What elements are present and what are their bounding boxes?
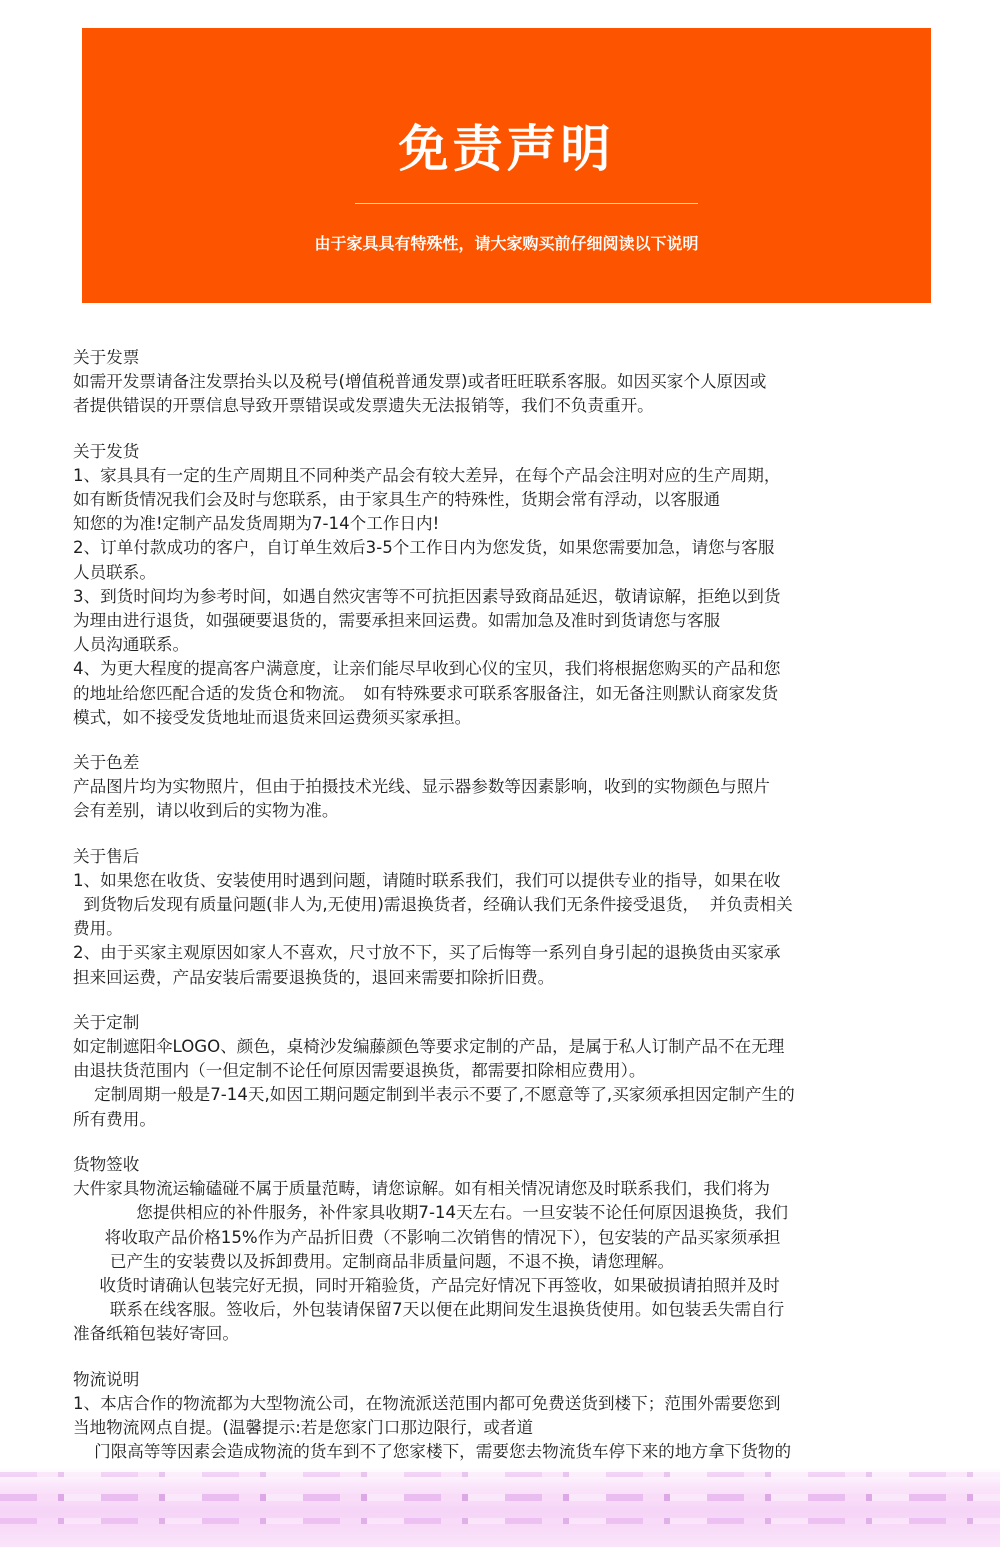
paragraph-line: 您提供相应的补件服务，补件家具收期7-14天左右。一旦安装不论任何原因退换货，我们 [73,1203,788,1223]
paragraph-line: 2、订单付款成功的客户，自订单生效后3-5个工作日内为您发货，如果您需要加急，请您与客服 [73,538,775,558]
section-title: 关于售后 [73,846,140,866]
paragraph-line: 1、如果您在收货、安装使用时遇到问题，请随时联系我们，我们可以提供专业的指导，如果在收 [73,870,781,890]
paragraph-line: 者提供错误的开票信息导致开票错误或发票遗失无法报销等，我们不负责重开。 [73,396,654,416]
paragraph-line: 1、本店合作的物流都为大型物流公司，在物流派送范围内都可免费送货到楼下；范围外需要您到 [73,1393,781,1413]
paragraph-line: 模式，如不接受发货地址而退货来回运费须买家承担。 [73,707,472,727]
paragraph-line: 大件家具物流运输磕碰不属于质量范畴，请您谅解。如有相关情况请您及时联系我们，我们将为 [73,1179,770,1199]
paragraph-line: 4、为更大程度的提高客户满意度，让亲们能尽早收到心仪的宝贝，我们将根据您购买的产品和您 [73,659,781,679]
section [73,440,945,730]
paragraph-line: 将收取产品价格15%作为产品折旧费（不影响二次销售的情况下），包安装的产品买家须承担 [73,1227,781,1247]
section-title: 关于定制 [73,1012,140,1032]
paragraph-line: 准备纸箱包装好寄回。 [73,1324,239,1344]
artifact-stripe [0,1494,1000,1501]
paragraph-line: 1、家具具有一定的生产周期且不同种类产品会有较大差异，在每个产品会注明对应的生产周期， [73,465,781,485]
paragraph-line: 人员联系。 [73,562,156,582]
banner-title: 免责声明 [398,120,615,178]
paragraph-line: 担来回运费，产品安装后需要退换货的，退回来需要扣除折旧费。 [73,967,555,987]
paragraph-line: 会有差别，请以收到后的实物为准。 [73,801,339,821]
section-title: 关于色差 [73,753,140,773]
paragraph-line: 知您的为准!定制产品发货周期为7-14个工作日内! [73,514,440,534]
section [73,1011,945,1132]
paragraph-line: 如定制遮阳伞LOGO、颜色，桌椅沙发编藤颜色等要求定制的产品，是属于私人订制产品不在无理 [73,1037,785,1057]
section-title: 关于发票 [73,348,140,367]
paragraph-line: 已产生的安装费以及拆卸费用。定制商品非质量问题，不退不换，请您理解。 [73,1251,675,1271]
image-artifact-band [0,1468,1000,1547]
disclaimer-banner [82,28,931,303]
paragraph-line: 当地物流网点自提。(温馨提示:若是您家门口那边限行，或者道 [73,1417,534,1437]
paragraph-line: 人员沟通联系。 [73,635,190,655]
paragraph-line: 如需开发票请备注发票抬头以及税号(增值税普通发票)或者旺旺联系客服。如因买家个人原因或 [73,372,767,392]
section [73,845,945,990]
paragraph-line: 如有断货情况我们会及时与您联系，由于家具生产的特殊性，货期会常有浮动，以客服通 [73,490,721,510]
paragraph-line: 收货时请确认包装完好无损，同时开箱验货，产品完好情况下再签收，如果破损请拍照并及时 [73,1275,780,1295]
paragraph-line: 由退扶货范围内（一但定制不论任何原因需要退换货，都需要扣除相应费用）。 [73,1061,646,1081]
paragraph-line: 的地址给您匹配合适的发货仓和物流。 如有特殊要求可联系客服备注，如无备注则默认商家发货 [73,683,779,703]
artifact-stripe [0,1472,1000,1477]
paragraph-line: 为理由进行退货，如强硬要退货的，需要承担来回运费。如需加急及准时到货请您与客服 [73,611,721,631]
section [73,346,945,419]
paragraph-line: 费用。 [73,919,123,939]
section [73,1368,945,1465]
paragraph-line: 产品图片均为实物照片，但由于拍摄技术光线、显示器参数等因素影响，收到的实物颜色与照片 [73,777,770,797]
banner-divider [355,203,698,204]
paragraph-line: 3、到货时间均为参考时间，如遇自然灾害等不可抗拒因素导致商品延迟，敬请谅解，拒绝以到货 [73,586,781,606]
section-title: 关于发货 [73,441,140,461]
section-title: 货物签收 [73,1154,140,1174]
section [73,1153,945,1347]
section-title: 物流说明 [73,1369,140,1389]
section [73,751,945,824]
paragraph-line: 到货物后发现有质量问题(非人为,无使用)需退换货者，经确认我们无条件接受退货， 并负责相关 [73,895,793,915]
paragraph-line: 门限高等等因素会造成物流的货车到不了您家楼下，需要您去物流货车停下来的地方拿下货物的 [73,1442,792,1462]
paragraph-line: 所有费用。 [73,1109,156,1129]
paragraph-line: 2、由于买家主观原因如家人不喜欢，尺寸放不下，买了后悔等一系列自身引起的退换货由买家承 [73,943,781,963]
artifact-stripe [0,1518,1000,1524]
paragraph-line: 定制周期一般是7-14天,如因工期问题定制到半表示不要了,不愿意等了,买家须承担因定制产生的 [73,1085,795,1105]
paragraph-line: 联系在线客服。签收后，外包装请保留7天以便在此期间发生退换货使用。如包装丢失需自行 [73,1300,785,1320]
disclaimer-content [73,346,945,1485]
banner-subtitle: 由于家具具有特殊性，请大家购买前仔细阅读以下说明 [314,234,699,253]
